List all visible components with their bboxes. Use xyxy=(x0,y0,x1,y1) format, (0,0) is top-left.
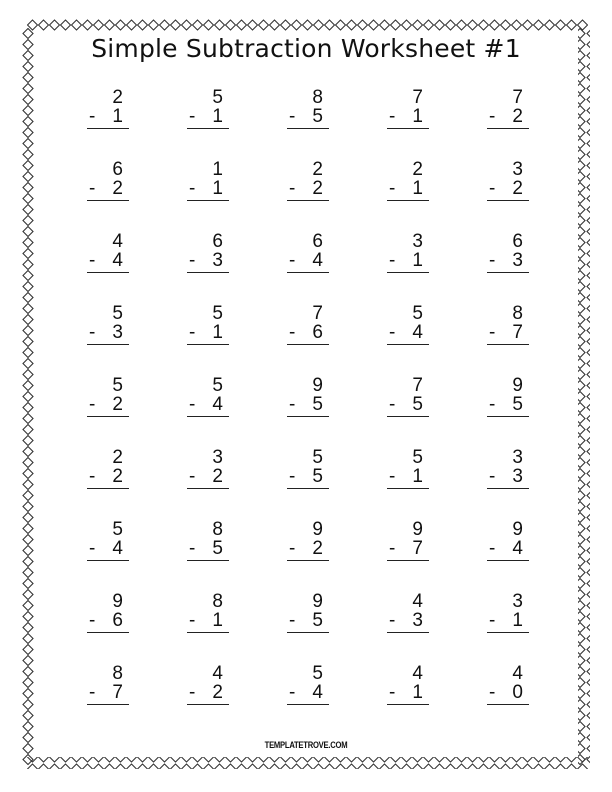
minus-sign: - xyxy=(289,466,296,487)
subtrahend: 2 xyxy=(212,682,223,703)
answer-line xyxy=(387,488,429,489)
minuend: 3 xyxy=(512,159,523,180)
minuend: 6 xyxy=(212,231,223,252)
subtraction-problem xyxy=(187,304,229,346)
minus-sign: - xyxy=(389,106,396,127)
subtrahend: 5 xyxy=(312,106,323,127)
answer-line xyxy=(187,488,229,489)
subtrahend: 2 xyxy=(112,466,123,487)
minus-sign: - xyxy=(289,610,296,631)
subtrahend: 5 xyxy=(412,394,423,415)
minus-sign: - xyxy=(189,394,196,415)
minus-sign: - xyxy=(489,322,496,343)
subtraction-problem xyxy=(87,88,129,130)
subtrahend: 2 xyxy=(312,538,323,559)
subtrahend: 5 xyxy=(312,610,323,631)
subtrahend: 3 xyxy=(112,322,123,343)
answer-line xyxy=(487,200,529,201)
subtraction-problem xyxy=(287,232,329,274)
subtraction-problem xyxy=(87,592,129,634)
minuend: 9 xyxy=(512,519,523,540)
minuend: 9 xyxy=(512,375,523,396)
subtraction-problem xyxy=(87,160,129,202)
answer-line xyxy=(287,488,329,489)
subtraction-problem xyxy=(87,232,129,274)
minuend: 5 xyxy=(212,375,223,396)
minuend: 5 xyxy=(112,519,123,540)
subtraction-problem xyxy=(187,376,229,418)
answer-line xyxy=(287,560,329,561)
minus-sign: - xyxy=(189,538,196,559)
answer-line xyxy=(87,488,129,489)
minus-sign: - xyxy=(89,322,96,343)
subtrahend: 1 xyxy=(112,106,123,127)
subtrahend: 4 xyxy=(312,250,323,271)
minus-sign: - xyxy=(89,538,96,559)
subtrahend: 3 xyxy=(412,610,423,631)
minus-sign: - xyxy=(489,106,496,127)
answer-line xyxy=(487,272,529,273)
subtrahend: 7 xyxy=(112,682,123,703)
minuend: 4 xyxy=(112,231,123,252)
answer-line xyxy=(287,272,329,273)
subtraction-problem xyxy=(487,448,529,490)
minus-sign: - xyxy=(389,610,396,631)
subtrahend: 6 xyxy=(112,610,123,631)
minuend: 6 xyxy=(312,231,323,252)
subtrahend: 4 xyxy=(412,322,423,343)
answer-line xyxy=(387,200,429,201)
minuend: 9 xyxy=(112,591,123,612)
answer-line xyxy=(87,272,129,273)
subtraction-problem xyxy=(487,664,529,706)
minuend: 8 xyxy=(512,303,523,324)
answer-line xyxy=(287,200,329,201)
minus-sign: - xyxy=(189,610,196,631)
subtraction-problem xyxy=(387,376,429,418)
answer-line xyxy=(387,344,429,345)
minus-sign: - xyxy=(289,394,296,415)
answer-line xyxy=(387,416,429,417)
subtraction-problem xyxy=(387,592,429,634)
subtraction-problem xyxy=(287,664,329,706)
subtraction-problem xyxy=(387,664,429,706)
minuend: 4 xyxy=(412,591,423,612)
minus-sign: - xyxy=(389,394,396,415)
minuend: 8 xyxy=(212,591,223,612)
answer-line xyxy=(87,200,129,201)
subtrahend: 4 xyxy=(312,682,323,703)
subtraction-problem xyxy=(387,304,429,346)
subtraction-problem xyxy=(187,232,229,274)
subtrahend: 4 xyxy=(112,538,123,559)
minuend: 4 xyxy=(412,663,423,684)
minus-sign: - xyxy=(189,178,196,199)
answer-line xyxy=(187,560,229,561)
answer-line xyxy=(187,416,229,417)
subtraction-problem xyxy=(287,304,329,346)
subtrahend: 2 xyxy=(512,106,523,127)
minus-sign: - xyxy=(89,610,96,631)
minuend: 9 xyxy=(312,519,323,540)
subtraction-problem xyxy=(487,160,529,202)
subtraction-problem xyxy=(187,520,229,562)
minuend: 5 xyxy=(312,663,323,684)
answer-line xyxy=(287,704,329,705)
subtrahend: 4 xyxy=(112,250,123,271)
subtraction-problem xyxy=(287,88,329,130)
subtrahend: 1 xyxy=(412,178,423,199)
answer-line xyxy=(487,128,529,129)
minuend: 7 xyxy=(412,87,423,108)
minuend: 9 xyxy=(312,375,323,396)
subtraction-problem xyxy=(87,304,129,346)
minuend: 8 xyxy=(112,663,123,684)
subtraction-problem xyxy=(487,232,529,274)
minus-sign: - xyxy=(289,682,296,703)
minus-sign: - xyxy=(289,106,296,127)
minus-sign: - xyxy=(289,322,296,343)
subtrahend: 4 xyxy=(512,538,523,559)
subtraction-problem xyxy=(287,376,329,418)
worksheet-title: Simple Subtraction Worksheet #1 xyxy=(91,34,521,63)
minuend: 5 xyxy=(412,447,423,468)
minuend: 4 xyxy=(512,663,523,684)
answer-line xyxy=(87,560,129,561)
minus-sign: - xyxy=(189,322,196,343)
subtrahend: 1 xyxy=(412,466,423,487)
minuend: 6 xyxy=(112,159,123,180)
subtrahend: 5 xyxy=(212,538,223,559)
subtrahend: 1 xyxy=(212,610,223,631)
minus-sign: - xyxy=(189,682,196,703)
answer-line xyxy=(87,416,129,417)
subtrahend: 5 xyxy=(312,466,323,487)
minuend: 5 xyxy=(112,303,123,324)
subtrahend: 1 xyxy=(412,106,423,127)
minuend: 3 xyxy=(512,447,523,468)
minuend: 6 xyxy=(512,231,523,252)
answer-line xyxy=(287,632,329,633)
subtraction-problem xyxy=(387,448,429,490)
minuend: 7 xyxy=(312,303,323,324)
subtrahend: 4 xyxy=(212,394,223,415)
minus-sign: - xyxy=(389,178,396,199)
subtraction-problem xyxy=(487,88,529,130)
answer-line xyxy=(387,704,429,705)
minuend: 5 xyxy=(412,303,423,324)
minuend: 8 xyxy=(212,519,223,540)
subtraction-problem xyxy=(287,592,329,634)
minuend: 8 xyxy=(312,87,323,108)
minuend: 2 xyxy=(112,447,123,468)
subtraction-problem xyxy=(487,520,529,562)
minus-sign: - xyxy=(89,682,96,703)
subtraction-problem xyxy=(187,160,229,202)
minuend: 4 xyxy=(212,663,223,684)
minuend: 5 xyxy=(212,87,223,108)
answer-line xyxy=(487,416,529,417)
minuend: 3 xyxy=(212,447,223,468)
minus-sign: - xyxy=(389,538,396,559)
minus-sign: - xyxy=(489,466,496,487)
subtrahend: 1 xyxy=(512,610,523,631)
subtrahend: 5 xyxy=(312,394,323,415)
subtrahend: 7 xyxy=(512,322,523,343)
subtraction-problem xyxy=(287,520,329,562)
minus-sign: - xyxy=(89,178,96,199)
subtraction-problem xyxy=(387,88,429,130)
minus-sign: - xyxy=(489,538,496,559)
minus-sign: - xyxy=(489,178,496,199)
minuend: 9 xyxy=(312,591,323,612)
answer-line xyxy=(187,632,229,633)
subtrahend: 5 xyxy=(512,394,523,415)
minuend: 7 xyxy=(512,87,523,108)
minus-sign: - xyxy=(289,178,296,199)
minus-sign: - xyxy=(189,250,196,271)
subtrahend: 6 xyxy=(312,322,323,343)
minus-sign: - xyxy=(89,106,96,127)
subtraction-problem xyxy=(387,160,429,202)
minuend: 5 xyxy=(312,447,323,468)
subtrahend: 3 xyxy=(212,250,223,271)
minus-sign: - xyxy=(89,394,96,415)
minus-sign: - xyxy=(389,466,396,487)
answer-line xyxy=(387,632,429,633)
minuend: 2 xyxy=(112,87,123,108)
subtraction-problem xyxy=(487,376,529,418)
minus-sign: - xyxy=(89,466,96,487)
answer-line xyxy=(87,704,129,705)
subtrahend: 2 xyxy=(512,178,523,199)
footer-brand: TEMPLATETROVE.COM xyxy=(264,740,348,750)
answer-line xyxy=(187,344,229,345)
answer-line xyxy=(187,128,229,129)
subtrahend: 1 xyxy=(212,322,223,343)
subtrahend: 7 xyxy=(412,538,423,559)
minuend: 2 xyxy=(312,159,323,180)
answer-line xyxy=(487,704,529,705)
subtrahend: 2 xyxy=(112,394,123,415)
subtraction-problem xyxy=(87,520,129,562)
minus-sign: - xyxy=(489,250,496,271)
minuend: 3 xyxy=(512,591,523,612)
subtrahend: 1 xyxy=(412,682,423,703)
subtraction-problem xyxy=(387,520,429,562)
subtrahend: 3 xyxy=(512,250,523,271)
subtrahend: 1 xyxy=(212,106,223,127)
subtraction-problem xyxy=(187,88,229,130)
minus-sign: - xyxy=(489,682,496,703)
answer-line xyxy=(387,128,429,129)
subtraction-problem xyxy=(87,664,129,706)
minuend: 2 xyxy=(412,159,423,180)
minus-sign: - xyxy=(289,250,296,271)
subtraction-problem xyxy=(287,448,329,490)
answer-line xyxy=(487,344,529,345)
answer-line xyxy=(87,128,129,129)
answer-line xyxy=(87,344,129,345)
subtrahend: 0 xyxy=(512,682,523,703)
minus-sign: - xyxy=(489,394,496,415)
minus-sign: - xyxy=(389,682,396,703)
subtraction-problem xyxy=(87,376,129,418)
subtraction-problem xyxy=(187,448,229,490)
answer-line xyxy=(187,704,229,705)
answer-line xyxy=(187,272,229,273)
minus-sign: - xyxy=(489,610,496,631)
answer-line xyxy=(387,272,429,273)
minus-sign: - xyxy=(289,538,296,559)
minus-sign: - xyxy=(89,250,96,271)
answer-line xyxy=(487,488,529,489)
subtraction-problem xyxy=(187,664,229,706)
minuend: 7 xyxy=(412,375,423,396)
minus-sign: - xyxy=(389,250,396,271)
answer-line xyxy=(487,560,529,561)
minuend: 1 xyxy=(212,159,223,180)
minuend: 5 xyxy=(112,375,123,396)
minuend: 5 xyxy=(212,303,223,324)
answer-line xyxy=(487,632,529,633)
minus-sign: - xyxy=(189,106,196,127)
subtrahend: 3 xyxy=(512,466,523,487)
subtrahend: 1 xyxy=(412,250,423,271)
minus-sign: - xyxy=(189,466,196,487)
subtrahend: 2 xyxy=(212,466,223,487)
answer-line xyxy=(287,128,329,129)
answer-line xyxy=(387,560,429,561)
subtraction-problem xyxy=(487,304,529,346)
minus-sign: - xyxy=(389,322,396,343)
subtraction-problem xyxy=(87,448,129,490)
answer-line xyxy=(287,344,329,345)
subtraction-problem xyxy=(487,592,529,634)
subtraction-problem xyxy=(187,592,229,634)
subtraction-problem xyxy=(387,232,429,274)
subtrahend: 2 xyxy=(312,178,323,199)
answer-line xyxy=(187,200,229,201)
subtrahend: 1 xyxy=(212,178,223,199)
answer-line xyxy=(287,416,329,417)
subtrahend: 2 xyxy=(112,178,123,199)
answer-line xyxy=(87,632,129,633)
minuend: 9 xyxy=(412,519,423,540)
minuend: 3 xyxy=(412,231,423,252)
subtraction-problem xyxy=(287,160,329,202)
